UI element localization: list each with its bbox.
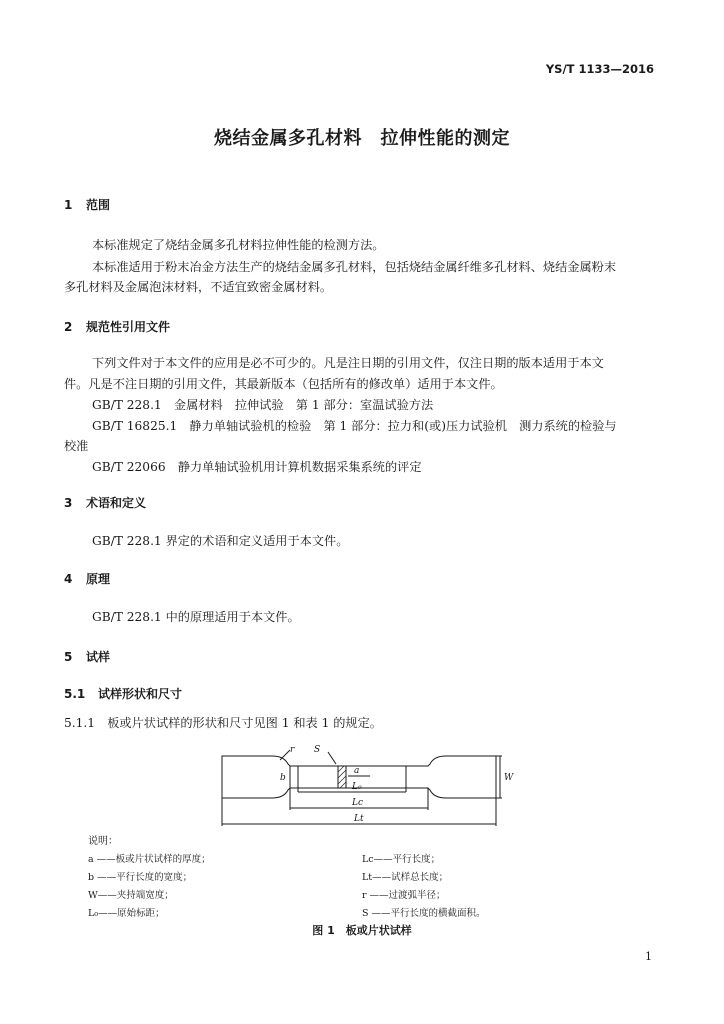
section-number: 2 <box>64 320 73 334</box>
paragraph: 本标准规定了烧结金属多孔材料拉伸性能的检测方法。 <box>92 238 385 252</box>
label-w: W <box>504 773 514 783</box>
section-1-heading <box>64 196 110 213</box>
legend-item: a ——板或片状试样的厚度； <box>88 854 211 865</box>
legend-item: Lc——平行长度； <box>362 854 441 865</box>
reference-item: GB/T 16825.1 静力单轴试验机的检验 第 1 部分：拉力和(或)压力试验机 测力系统的检验与 <box>92 419 617 433</box>
page-number: 1 <box>645 950 652 963</box>
paragraph: 5.1.1 板或片状试样的形状和尺寸见图 1 和表 1 的规定。 <box>64 716 382 730</box>
legend-item: Lt——试样总长度； <box>362 872 449 883</box>
label-a: a <box>354 766 360 776</box>
page-title: 烧结金属多孔材料 拉伸性能的测定 <box>214 128 510 149</box>
specimen-figure <box>210 742 514 832</box>
paragraph: 本标准适用于粉末冶金方法生产的烧结金属多孔材料，包括烧结金属纤维多孔材料、烧结金属粉末 <box>92 260 617 274</box>
label-s: S <box>314 745 321 755</box>
legend-item: S ——平行长度的横截面积。 <box>362 908 486 919</box>
section-number: 5 <box>64 650 73 664</box>
reference-item: GB/T 22066 静力单轴试验机用计算机数据采集系统的评定 <box>92 460 422 474</box>
reference-item: GB/T 228.1 金属材料 拉伸试验 第 1 部分：室温试验方法 <box>92 398 434 412</box>
section-3-heading <box>64 494 146 511</box>
section-2-heading <box>64 318 170 335</box>
section-title: 原理 <box>86 572 111 586</box>
section-title: 规范性引用文件 <box>86 320 171 334</box>
label-lt: Lt <box>354 814 364 824</box>
section-number: 1 <box>64 198 73 212</box>
standard-number: YS/T 1133—2016 <box>545 62 654 76</box>
section-title: 试样 <box>86 650 111 664</box>
label-l0: L₀ <box>352 782 362 792</box>
section-5-1-heading <box>64 685 182 702</box>
paragraph: 件。凡是不注日期的引用文件，其最新版本（包括所有的修改单）适用于本文件。 <box>64 377 503 391</box>
paragraph: 下列文件对于本文件的应用是必不可少的。凡是注日期的引用文件，仅注日期的版本适用于本文 <box>92 356 604 370</box>
section-leader <box>328 752 336 764</box>
section-number: 4 <box>64 572 73 586</box>
section-5-heading <box>64 648 110 665</box>
reference-item: 校准 <box>64 439 89 453</box>
section-number: 3 <box>64 496 73 510</box>
section-title: 范围 <box>86 198 111 212</box>
legend-item: r ——过渡弧半径； <box>362 890 446 901</box>
paragraph: GB/T 228.1 界定的术语和定义适用于本文件。 <box>92 534 349 548</box>
legend-item: W——夹持端宽度； <box>88 890 174 901</box>
section-title: 试样形状和尺寸 <box>98 687 183 701</box>
label-b: b <box>280 773 286 783</box>
section-number: 5.1 <box>64 687 86 701</box>
label-lc: Lc <box>352 798 364 808</box>
radius-leader <box>280 750 290 760</box>
legend-item: L₀——原始标距； <box>88 908 165 919</box>
figure-caption: 图 1 板或片状试样 <box>312 924 412 937</box>
section-title: 术语和定义 <box>86 496 147 510</box>
label-r: r <box>290 745 295 755</box>
paragraph: GB/T 228.1 中的原理适用于本文件。 <box>92 610 300 624</box>
section-4-heading <box>64 570 110 587</box>
paragraph: 多孔材料及金属泡沫材料，不适宜致密金属材料。 <box>64 280 333 294</box>
legend-title: 说明： <box>88 836 118 847</box>
legend-item: b ——平行长度的宽度； <box>88 872 193 883</box>
